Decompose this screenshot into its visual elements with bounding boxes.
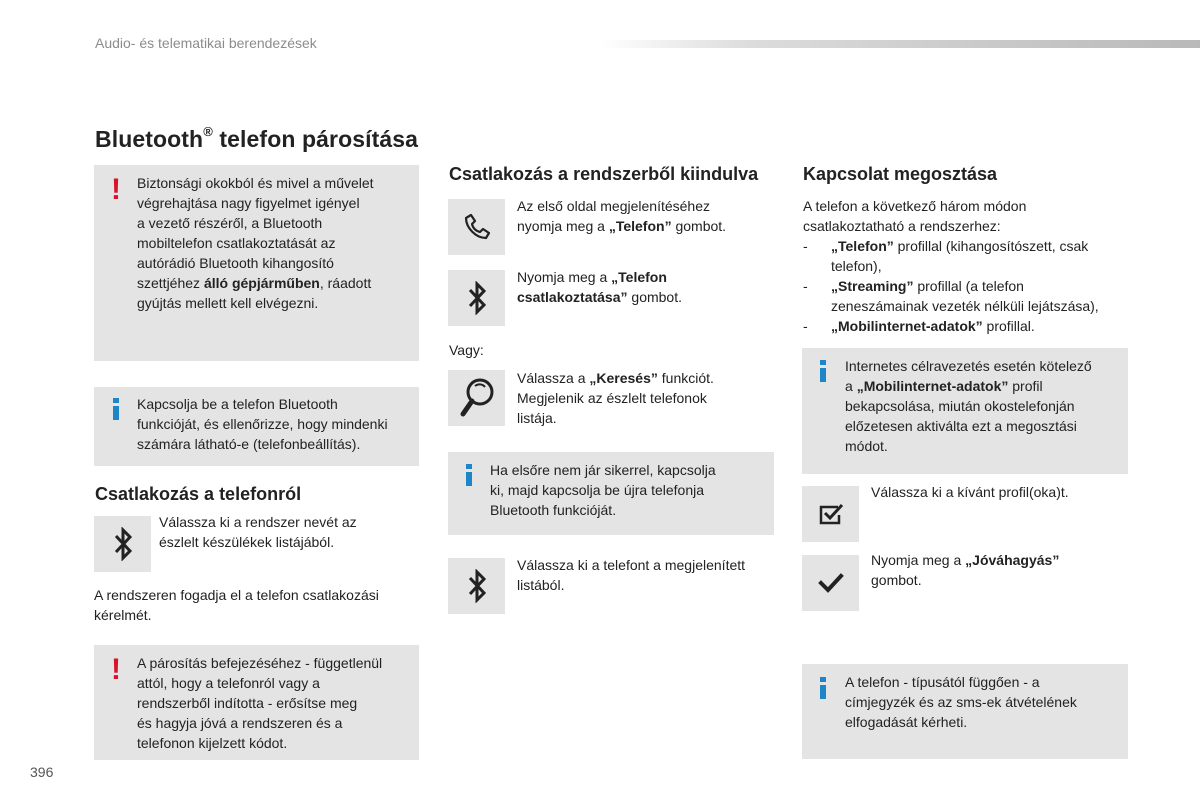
page-number: 396 bbox=[30, 764, 54, 780]
paragraph-accept-request: A rendszeren fogadja el a telefon csatlakozási kérelmét. bbox=[94, 587, 379, 623]
warning-text-safety: Biztonsági okokból és mivel a művelet végrehajtása nagy figyelmet igényel a vezető részéről, a Bluetooth mobiltelefon csatlakoztatását az autórádió Bluetooth kihangosító szettjéhez álló gépjárműben, ráadott gyújtás mellett kell elvégezni. bbox=[137, 175, 374, 311]
step-text-press-connect: Nyomja meg a „Telefon csatlakoztatása” gombot. bbox=[517, 269, 682, 305]
heading-connect-from-system: Csatlakozás a rendszerből kiindulva bbox=[449, 164, 759, 184]
heading-connect-from-phone: Csatlakozás a telefonról bbox=[95, 484, 302, 504]
or-label: Vagy: bbox=[449, 342, 484, 358]
step-text-select-profile: Válassza ki a kívánt profil(oka)t. bbox=[871, 484, 1069, 500]
section-header: Audio- és telematikai berendezések bbox=[95, 35, 317, 51]
list-item: - „Mobilinternet-adatok” profillal. bbox=[803, 318, 1035, 334]
warning-icon: ! bbox=[111, 653, 121, 686]
info-text-retry: Ha elsőre nem jár sikerrel, kapcsolja ki, majd kapcsolja be újra telefonja Bluetooth funkcióját. bbox=[490, 462, 716, 518]
profile-list bbox=[803, 236, 1133, 336]
step-text-confirm: Nyomja meg a „Jóváhagyás” gombot. bbox=[871, 552, 1060, 588]
checkmark-icon bbox=[802, 555, 859, 611]
page-title: Bluetooth® telefon párosítása bbox=[95, 124, 419, 152]
bluetooth-icon bbox=[94, 516, 151, 572]
checkbox-select-icon bbox=[802, 486, 859, 542]
step-text-select-phone: Válassza ki a telefont a megjelenített listából. bbox=[517, 557, 746, 593]
info-icon bbox=[466, 464, 472, 486]
phone-icon bbox=[448, 199, 505, 255]
warning-icon: ! bbox=[111, 173, 121, 206]
info-text-bluetooth-on: Kapcsolja be a telefon Bluetooth funkcióját, és ellenőrizze, hogy mindenki számára látható-e (telefonbeállítás). bbox=[137, 396, 388, 452]
info-icon bbox=[820, 360, 826, 382]
bluetooth-icon bbox=[448, 558, 505, 614]
heading-connection-sharing: Kapcsolat megosztása bbox=[803, 164, 998, 184]
info-icon bbox=[820, 677, 826, 699]
info-text-mobile-data: Internetes célravezetés esetén kötelező a „Mobilinternet-adatok” profil bekapcsolása, miután okostelefonján előzetesen aktiválta ezt a megosztási módot. bbox=[845, 358, 1092, 454]
info-icon bbox=[113, 398, 119, 420]
list-item: - „Telefon” profillal (kihangosítószett, csak telefon), bbox=[803, 238, 1089, 274]
step-text-press-phone: Az első oldal megjelenítéséhez nyomja meg a „Telefon” gombot. bbox=[517, 198, 727, 234]
search-icon bbox=[448, 370, 505, 426]
step-text-select-system: Válassza ki a rendszer nevét az észlelt készülékek listájából. bbox=[159, 514, 357, 550]
header-decoration-bar bbox=[600, 40, 1200, 48]
warning-text-confirm-code: A párosítás befejezéséhez - függetlenül attól, hogy a telefonról vagy a rendszerből indította - erősítse meg és hagyja jóvá a rendszeren és a telefonon kijelzett kódot. bbox=[137, 655, 383, 751]
list-item: - „Streaming” profillal (a telefon zeneszámainak vezeték nélküli lejátszása), bbox=[803, 278, 1099, 314]
info-text-contacts-sms: A telefon - típusától függően - a címjegyzék és az sms-ek átvételének elfogadását kérheti. bbox=[845, 674, 1077, 730]
sharing-intro: A telefon a következő három módon csatlakoztatható a rendszerhez: bbox=[803, 198, 1027, 234]
bluetooth-icon bbox=[448, 270, 505, 326]
step-text-search: Válassza a „Keresés” funkciót. Megjelenik az észlelt telefonok listája. bbox=[517, 370, 714, 426]
